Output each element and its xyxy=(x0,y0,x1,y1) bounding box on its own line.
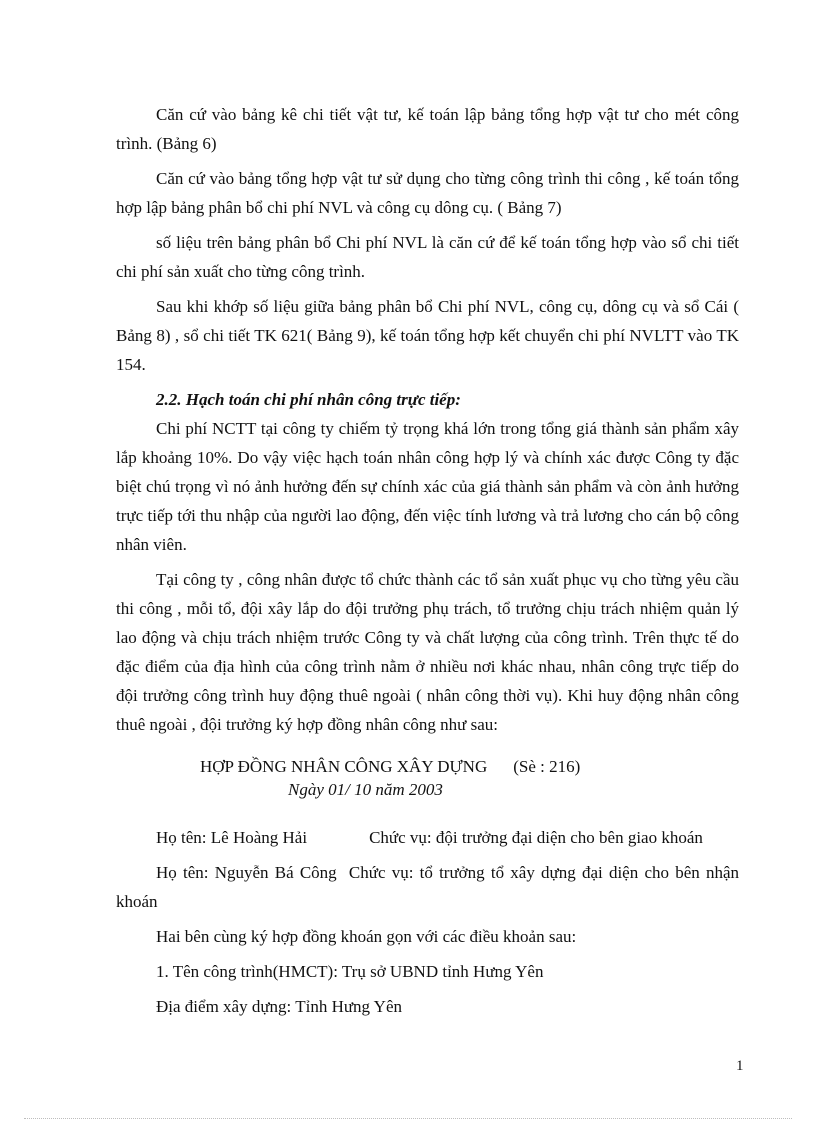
paragraph-allocation-table: Căn cứ vào bảng tổng hợp vật tư sử dụng cho từng công trình thi công , kế toán tổng hợp lập bảng phân bổ chi phí NVL và công cụ dông cụ. ( Bảng 7) xyxy=(116,169,739,217)
party-b xyxy=(116,858,739,916)
construction-location: Địa điểm xây dựng: Tỉnh Hưng Yên xyxy=(156,997,403,1016)
party-b-role: Chức vụ: tổ trưởng tổ xây dựng đại diện cho bên nhận khoán xyxy=(116,863,739,911)
document-page xyxy=(116,100,739,1027)
page-number: 1 xyxy=(736,1058,744,1074)
section-heading: 2.2. Hạch toán chi phí nhân công trực tiếp: xyxy=(156,390,461,409)
paragraph-labor-cost: Chi phí NCTT tại công ty chiếm tỷ trọng khá lớn trong tổng giá thành sản phẩm xây lắp khoảng 10%. Do vậy việc hạch toán nhân công hợp lý và chính xác được Công ty đặc biệt chú trọng vì nó ảnh hưởng đến sự chính xác của giá thành sản phẩm và còn ảnh hưởng trực tiếp tới thu nhập của người lao động, đến việc tính lương và trả lương cho cán bộ công nhân viên. xyxy=(116,419,739,554)
clause-project-name: 1. Tên công trình(HMCT): Trụ sở UBND tỉnh Hưng Yên xyxy=(156,962,544,981)
paragraph-transfer-tk154: Sau khi khớp số liệu giữa bảng phân bổ Chi phí NVL, công cụ, dông cụ và sổ Cái ( Bảng 8) , sổ chi tiết TK 621( Bảng 9), kế toán tổng hợp kết chuyển chi phí NVLTT vào TK 154. xyxy=(116,297,739,374)
contract-title-text: HỢP ĐỒNG NHÂN CÔNG XÂY DỰNG xyxy=(200,757,488,776)
party-b-name: Họ tên: Nguyễn Bá Công xyxy=(156,863,337,882)
agreement-text: Hai bên cùng ký hợp đồng khoán gọn với các điều khoản sau: xyxy=(156,927,577,946)
paragraph-materials-summary: Căn cứ vào bảng kê chi tiết vật tư, kế toán lập bảng tổng hợp vật tư cho mét công trình. (Bảng 6) xyxy=(116,105,739,153)
contract-title xyxy=(200,755,739,779)
contract-number: (Sè : 216) xyxy=(513,757,581,776)
contract-date: Ngày 01/ 10 năm 2003 xyxy=(288,780,443,799)
paragraph-detail-ledger: số liệu trên bảng phân bổ Chi phí NVL là căn cứ để kế toán tổng hợp vào sổ chi tiết chi phí sản xuất cho từng công trình. xyxy=(116,233,739,281)
party-a-role: Chức vụ: đội trưởng đại diện cho bên giao khoán xyxy=(369,828,703,847)
page-edge-divider xyxy=(24,1118,792,1119)
party-a-name: Họ tên: Lê Hoàng Hải xyxy=(156,828,308,847)
party-a xyxy=(116,823,739,852)
paragraph-labor-organization: Tại công ty , công nhân được tổ chức thành các tổ sản xuất phục vụ cho từng yêu cầu thi công , mỗi tổ, đội xây lắp do đội trưởng phụ trách, tổ trưởng chịu trách nhiệm quản lý lao động và chịu trách nhiệm trước Công ty và chất lượng của công trình. Trên thực tế do đặc điểm của địa hình của công trình nằm ở nhiều nơi khác nhau, nhân công trực tiếp do đội trưởng công trình huy động thuê ngoài ( nhân công thời vụ). Khi huy động nhân công thuê ngoài , đội trưởng ký hợp đồng nhân công như sau: xyxy=(116,570,739,734)
